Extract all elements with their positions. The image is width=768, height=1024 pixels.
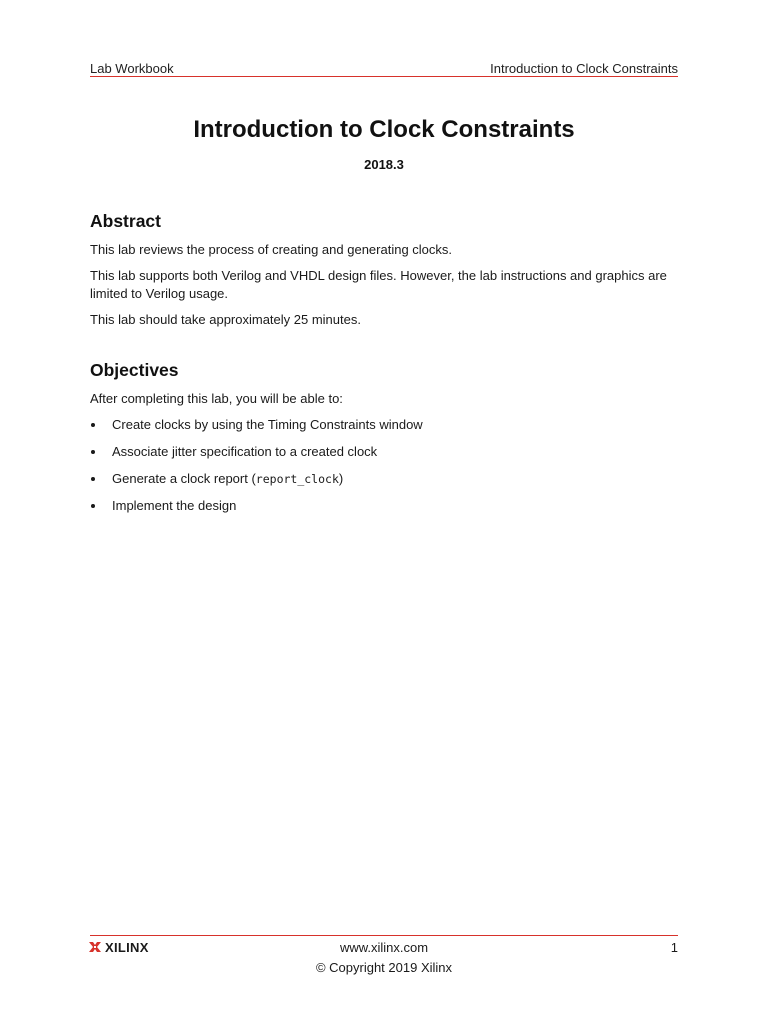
abstract-paragraph-1: This lab reviews the process of creating and generating clocks. xyxy=(90,242,453,257)
section-spacer xyxy=(90,337,678,359)
document-version: 2018.3 xyxy=(364,157,404,172)
list-item xyxy=(90,443,678,461)
objectives-heading: Objectives xyxy=(90,360,179,380)
objective-text-2: Associate jitter specification to a created clock xyxy=(112,444,378,459)
list-item xyxy=(90,416,678,434)
objectives-intro: After completing this lab, you will be able to: xyxy=(90,391,343,406)
bullet-icon xyxy=(91,477,95,481)
list-item xyxy=(90,470,678,488)
page-header xyxy=(90,57,678,77)
header-rule xyxy=(90,76,678,77)
objective-text-1: Create clocks by using the Timing Constraints window xyxy=(112,417,423,432)
document-body xyxy=(90,210,678,524)
document-title: Introduction to Clock Constraints xyxy=(193,116,575,143)
objective-code-report-clock: report_clock xyxy=(255,472,339,486)
objectives-list xyxy=(90,416,678,515)
footer-copyright: © Copyright 2019 Xilinx xyxy=(315,960,453,975)
objective-text-4: Implement the design xyxy=(112,498,237,513)
objective-text-3-before: Generate a clock report ( xyxy=(112,471,256,486)
xilinx-logo-text: XILINX xyxy=(105,939,149,955)
abstract-paragraph-3: This lab should take approximately 25 minutes. xyxy=(90,312,361,327)
bullet-icon xyxy=(91,423,95,427)
bullet-icon xyxy=(91,450,95,454)
page-number: 1 xyxy=(670,940,678,955)
header-right-label: Introduction to Clock Constraints xyxy=(490,61,678,76)
list-item xyxy=(90,497,678,515)
footer-url-link[interactable]: www.xilinx.com xyxy=(339,940,429,955)
header-left-label: Lab Workbook xyxy=(90,61,174,76)
footer-rule xyxy=(90,935,678,936)
objective-text-3-after: ) xyxy=(338,471,344,486)
abstract-paragraph-2: This lab supports both Verilog and VHDL design files. However, the lab instructions and graphics are limited to Verilog usage. xyxy=(90,268,667,301)
abstract-heading: Abstract xyxy=(90,211,161,231)
bullet-icon xyxy=(91,504,95,508)
